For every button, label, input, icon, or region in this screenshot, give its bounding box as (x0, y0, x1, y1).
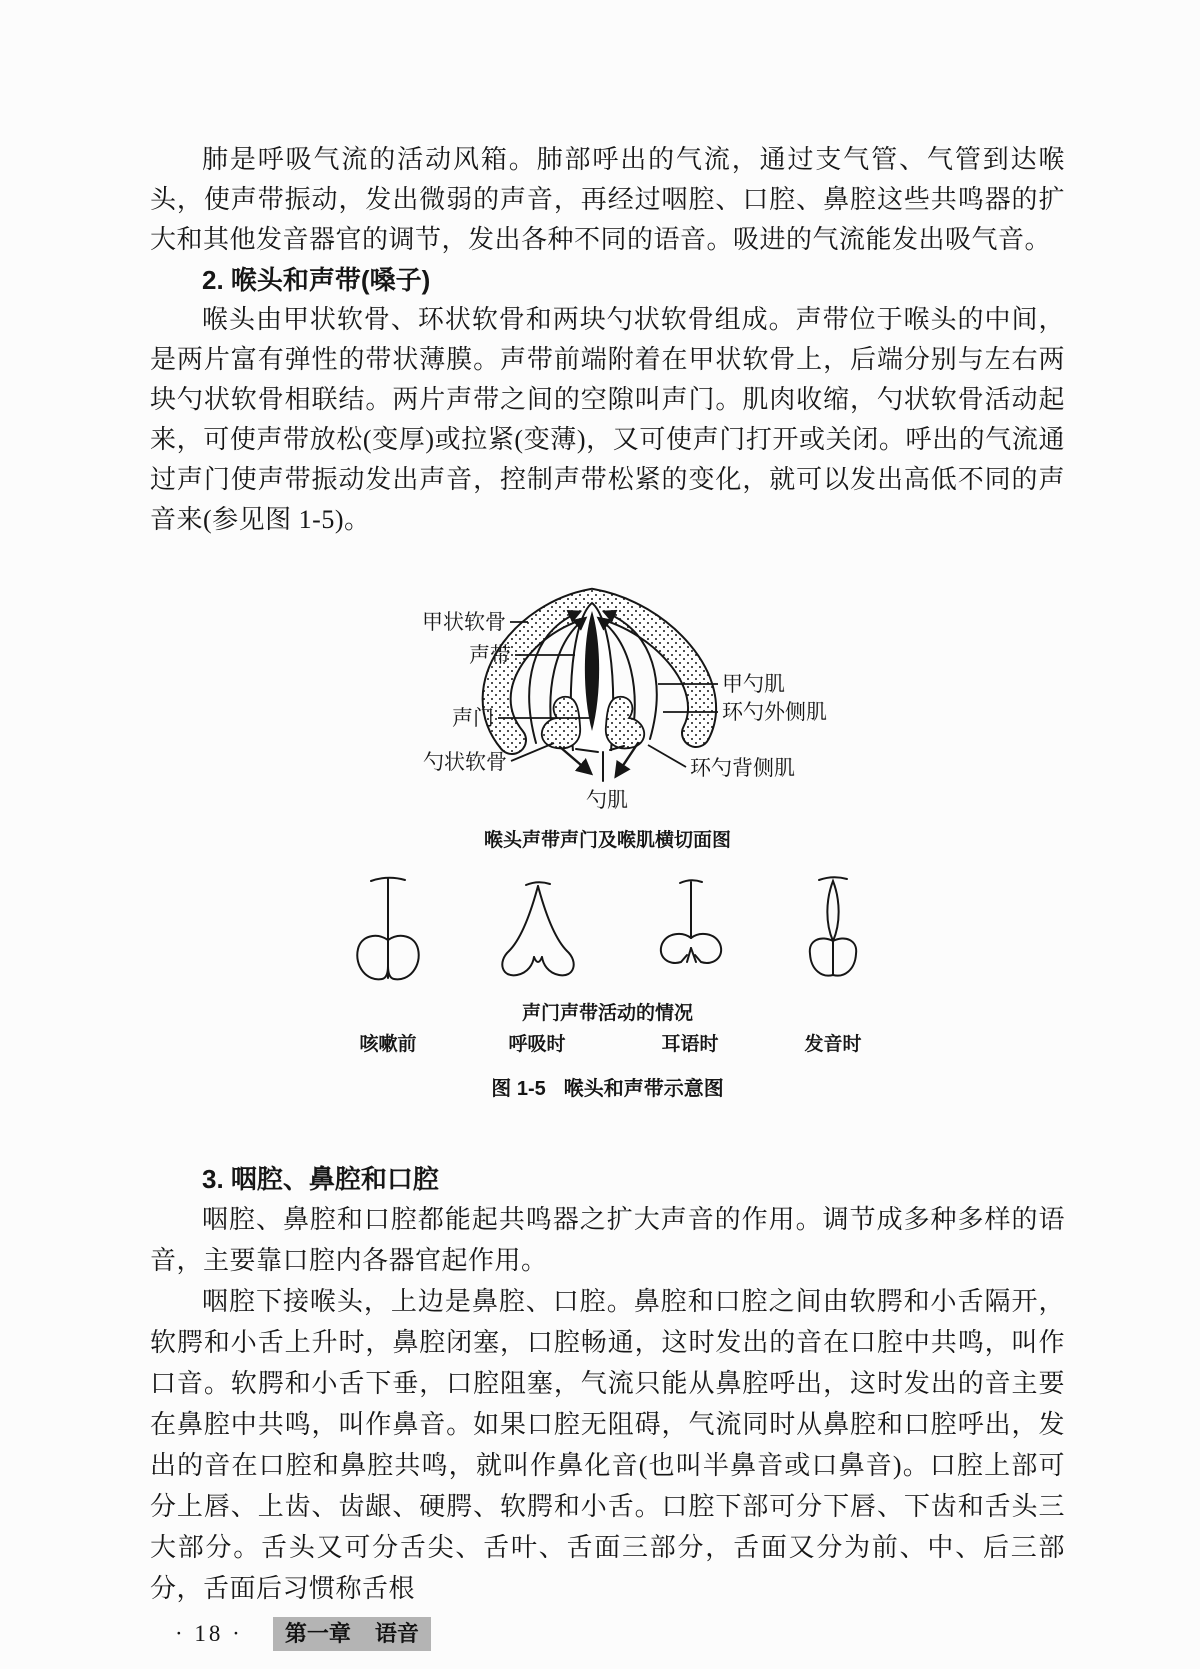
state-label-before-cough: 咳嗽前 (359, 1034, 417, 1055)
state-label-breathing: 呼吸时 (508, 1034, 566, 1055)
glottis-states-labels (150, 1030, 1065, 1060)
label-thyroid-cartilage: 甲状软骨 (422, 610, 506, 634)
figure-caption (491, 1074, 723, 1104)
glottis-states-row (150, 870, 1065, 998)
glottis-state-breathing-drawing (492, 870, 582, 998)
label-posterior-cricoarytenoid-muscle: 环勺背侧肌 (690, 756, 795, 780)
label-arytenoid-muscle: 勺肌 (586, 788, 628, 812)
figure-title: 喉头和声带示意图 (563, 1078, 724, 1100)
label-vocal-cords: 声带 (469, 643, 511, 667)
page-number: · 18 · (175, 1621, 243, 1646)
cross-section-caption: 喉头声带声门及喉肌横切面图 (483, 830, 731, 851)
chapter-number: 第一章 (284, 1621, 351, 1646)
glottis-states-caption: 声门声带活动的情况 (521, 1003, 693, 1024)
paragraph-lungs: 肺是呼吸气流的活动风箱。肺部呼出的气流，通过支气管、气管到达喉头，使声带振动，发出微弱的声音，再经过咽腔、口腔、鼻腔这些共鸣器的扩大和其他发音器官的调节，发出各种不同的语音。吸进的气流能发出吸气音。 (150, 145, 1065, 254)
label-arytenoid-cartilage: 勺状软骨 (423, 750, 507, 774)
figure-number: 图 1-5 (491, 1078, 546, 1100)
paragraph-cavity-details: 咽腔下接喉头，上边是鼻腔、口腔。鼻腔和口腔之间由软腭和小舌隔开，软腭和小舌上升时，鼻腔闭塞，口腔畅通，这时发出的音在口腔中共鸣，叫作口音。软腭和小舌下垂，口腔阻塞，气流只能从鼻腔呼出，这时发出的音主要在鼻腔中共鸣，叫作鼻音。如果口腔无阻碍，气流同时从鼻腔和口腔呼出，发出的音在口腔和鼻腔共鸣，就叫作鼻化音(也叫半鼻音或口鼻音)。口腔上部可分上唇、上齿、齿龈、硬腭、软腭和小舌。口腔下部可分下唇、下齿和舌头三大部分。舌头又可分舌尖、舌叶、舌面三部分，舌面又分为前、中、后三部分，舌面后习惯称舌根 (150, 1287, 1065, 1603)
label-lateral-cricoarytenoid-muscle: 环勺外侧肌 (722, 700, 827, 724)
larynx-cross-section-diagram (330, 585, 1010, 815)
glottis-state-whispering-drawing (645, 870, 735, 998)
paragraph-larynx: 喉头由甲状软骨、环状软骨和两块勺状软骨组成。声带位于喉头的中间，是两片富有弹性的带状薄膜。声带前端附着在甲状软骨上，后端分别与左右两块勺状软骨相联结。两片声带之间的空隙叫声门。肌肉收缩，勺状软骨活动起来，可使声带放松(变厚)或拉紧(变薄)，又可使声门打开或关闭。呼出的气流通过声门使声带振动发出声音，控制声带松紧的变化，就可以发出高低不同的声音来(参见图 1-5)。 (150, 305, 1065, 534)
paragraph-resonators: 咽腔、鼻腔和口腔都能起共鸣器之扩大声音的作用。调节成多种多样的语音，主要靠口腔内各器官起作用。 (150, 1205, 1065, 1275)
label-glottis: 声门 (452, 706, 494, 730)
label-thyroarytenoid-muscle: 甲勺肌 (722, 672, 785, 696)
section-heading-cavities: 3. 咽腔、鼻腔和口腔 (202, 1164, 439, 1194)
lower-section (150, 1159, 1065, 1609)
glottis-state-before-cough-drawing (343, 870, 433, 998)
chapter-title: 语音 (374, 1621, 419, 1646)
chapter-highlight-box (273, 1617, 431, 1651)
section-heading-larynx: 2. 喉头和声带(嗓子) (202, 265, 431, 295)
state-label-whispering: 耳语时 (661, 1034, 719, 1055)
state-label-phonating: 发音时 (804, 1034, 862, 1055)
page-footer (150, 1617, 1065, 1651)
glottis-state-phonating-drawing (788, 870, 878, 998)
figure-1-5 (150, 585, 1065, 1104)
bottom-connector-lines (576, 746, 624, 781)
